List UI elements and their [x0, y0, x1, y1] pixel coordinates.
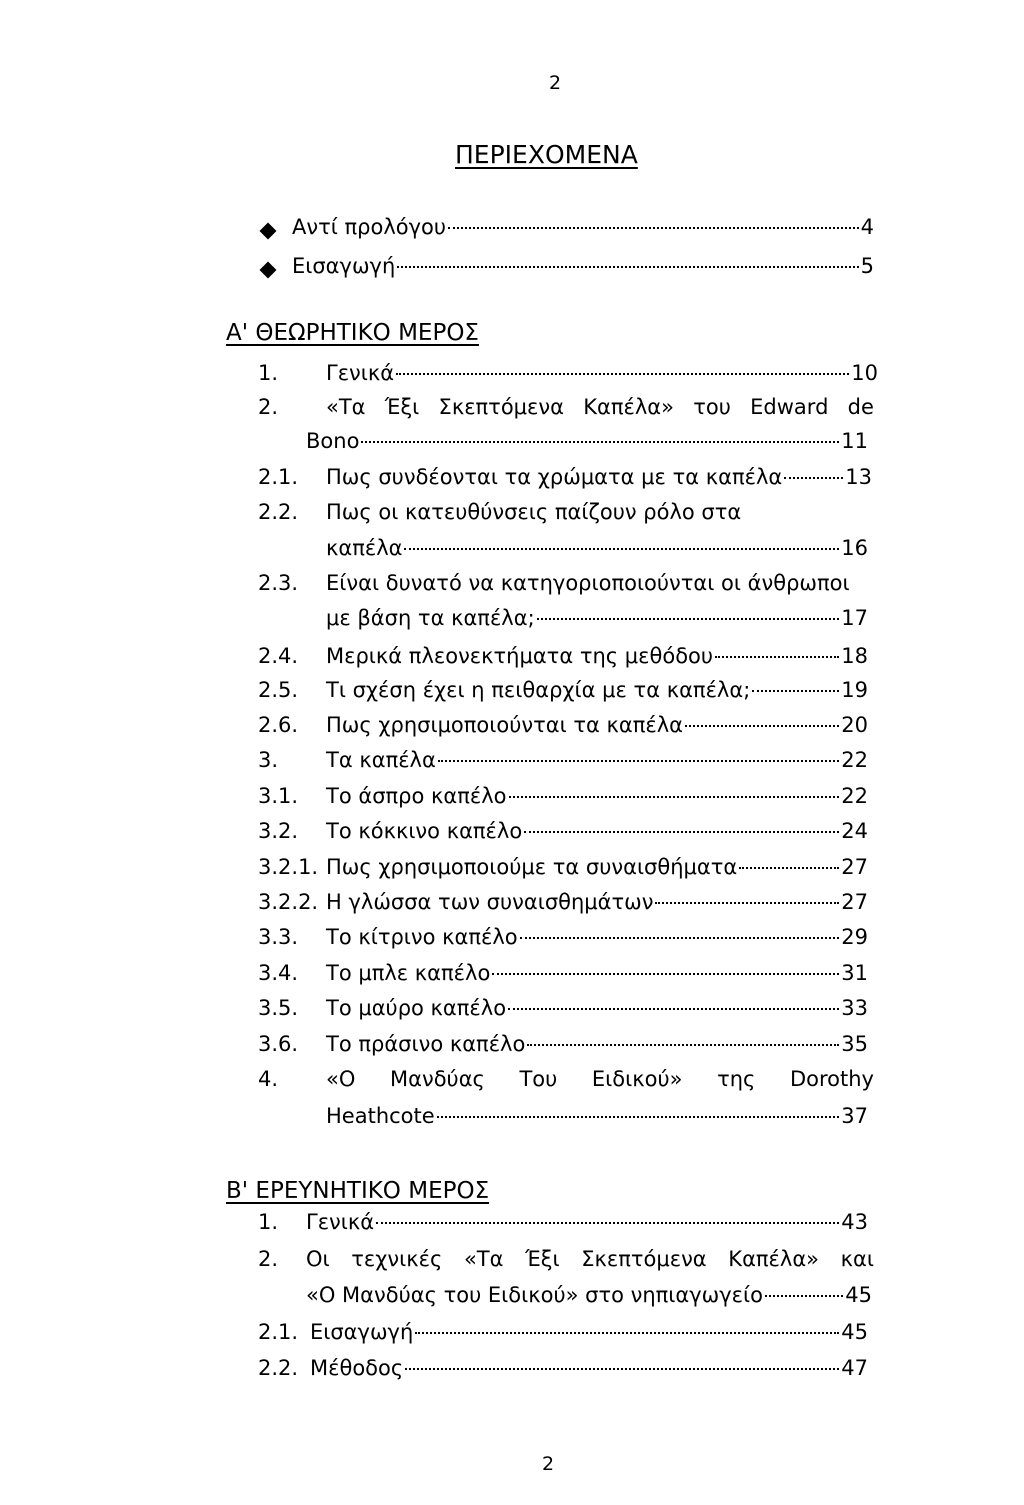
page-title: ΠΕΡΙΕΧΟΜΕΝΑ: [455, 140, 638, 169]
toc-entry-page: 17: [841, 606, 868, 630]
leader-dots: [715, 656, 839, 658]
leader-dots: [739, 867, 839, 869]
toc-entry-page: 27: [841, 855, 868, 879]
toc-entry-page: 19: [841, 678, 868, 702]
word: de: [847, 395, 874, 419]
toc-entry-intro-2[interactable]: [292, 254, 874, 278]
toc-entry-number: 3.: [258, 748, 279, 772]
page-number: 2: [548, 72, 562, 94]
leader-dots: [520, 937, 840, 939]
toc-entry-page: 18: [841, 644, 868, 668]
word: και: [840, 1247, 874, 1271]
toc-entry-page: 43: [841, 1210, 868, 1234]
toc-entry-label: Το μαύρο καπέλο: [326, 996, 507, 1020]
word: τεχνικές: [351, 1247, 443, 1271]
word: του: [693, 395, 731, 419]
toc-entry-number: 3.2.2.: [258, 890, 319, 914]
toc-entry-label: Πως χρησιμοποιούμε τα συναισθήματα: [326, 855, 738, 879]
toc-entry-label-line2: καπέλα: [326, 536, 403, 560]
toc-entry-label: Αντί προλόγου: [292, 215, 447, 239]
toc-entry-a-3-2-1[interactable]: [258, 855, 868, 879]
toc-entry-label: Η γλώσσα των συναισθημάτων: [326, 890, 654, 914]
toc-entry-label-line1: [326, 395, 874, 419]
word: «Τα: [326, 395, 366, 419]
diamond-bullet-icon: [260, 223, 277, 240]
toc-entry-number: 2.5.: [258, 678, 299, 702]
word: Σκεπτόμενα: [438, 395, 564, 419]
toc-entry-number: 4.: [258, 1067, 279, 1091]
toc-entry-page: 4: [860, 215, 874, 239]
toc-entry-page: 45: [841, 1320, 868, 1344]
word: Μανδύας: [390, 1067, 485, 1091]
toc-entry-label: Γενικά: [306, 1210, 375, 1234]
toc-entry-number: 2.4.: [258, 644, 299, 668]
word: Ειδικού»: [591, 1067, 683, 1091]
leader-dots: [405, 1368, 839, 1370]
word: «Τα: [463, 1247, 504, 1271]
leader-dots: [685, 725, 839, 727]
word: Καπέλα»: [583, 395, 674, 419]
toc-entry-number: 2.3.: [258, 571, 299, 595]
toc-entry-page: 27: [841, 890, 868, 914]
toc-entry-number: 2.: [258, 1247, 279, 1271]
toc-entry-label-line2: με βάση τα καπέλα;: [326, 606, 535, 630]
toc-entry-page: 13: [845, 465, 872, 489]
leader-dots: [655, 902, 839, 904]
toc-entry-page: 37: [841, 1104, 868, 1128]
toc-entry-a-3-2-2[interactable]: [258, 890, 868, 914]
word: Έξι: [525, 1247, 560, 1271]
toc-entry-label-line1: [326, 1067, 874, 1091]
toc-entry-page: 5: [860, 254, 874, 278]
toc-entry-number: 1.: [258, 1210, 279, 1234]
toc-entry-label: Το μπλε καπέλο: [326, 961, 491, 985]
leader-dots: [361, 441, 839, 443]
toc-entry-page: 29: [841, 925, 868, 949]
toc-entry-label: Το πράσινο καπέλο: [326, 1032, 526, 1056]
toc-entry-a-2-1[interactable]: [258, 465, 872, 489]
toc-entry-a-3-4[interactable]: [258, 961, 868, 985]
toc-entry-page: 47: [841, 1356, 868, 1380]
toc-entry-number: 1.: [258, 361, 279, 385]
toc-entry-a-1[interactable]: [258, 361, 878, 385]
toc-entry-a-2-6[interactable]: [258, 713, 868, 737]
toc-entry-page: 33: [841, 996, 868, 1020]
toc-entry-label-line2: «Ο Μανδύας του Ειδικού» στο νηπιαγωγείο: [306, 1283, 763, 1307]
leader-dots: [765, 1295, 843, 1297]
leader-dots: [527, 1044, 839, 1046]
toc-entry-label-line2: Heathcote: [326, 1104, 435, 1128]
toc-entry-a-3-3[interactable]: [258, 925, 868, 949]
toc-entry-number: 3.6.: [258, 1032, 299, 1056]
toc-entry-a-2-5[interactable]: [258, 678, 868, 702]
toc-entry-number: 2.: [258, 395, 279, 419]
toc-entry-label: Τι σχέση έχει η πειθαρχία με τα καπέλα;: [326, 678, 751, 702]
leader-dots: [492, 973, 839, 975]
leader-dots: [752, 690, 839, 692]
toc-entry-number: 3.2.1.: [258, 855, 319, 879]
leader-dots: [508, 1008, 839, 1010]
toc-entry-number: 2.2.: [258, 500, 299, 524]
section-b-heading: Β' ΕΡΕΥΝΗΤΙΚΟ ΜΕΡΟΣ: [226, 1178, 490, 1204]
leader-dots: [509, 796, 840, 798]
toc-entry-number: 2.1.: [258, 1320, 299, 1344]
toc-entry-page: 11: [841, 429, 868, 453]
toc-entry-label: Το κόκκινο καπέλο: [326, 819, 523, 843]
leader-dots: [415, 1332, 839, 1334]
word: Edward: [750, 395, 829, 419]
toc-entry-b-1[interactable]: [258, 1210, 868, 1234]
toc-entry-page: 45: [845, 1283, 872, 1307]
word: Οι: [306, 1247, 330, 1271]
word: Dorothy: [789, 1067, 874, 1091]
toc-entry-label-line1: [306, 1247, 874, 1271]
word: «Ο: [326, 1067, 356, 1091]
toc-entry-intro-1[interactable]: [292, 215, 874, 239]
toc-entry-number: 2.1.: [258, 465, 299, 489]
leader-dots: [404, 548, 839, 550]
toc-entry-a-3-2[interactable]: [258, 819, 868, 843]
toc-entry-label-line1: Πως οι κατευθύνσεις παίζουν ρόλο στα: [326, 500, 742, 524]
toc-entry-label: Πως χρησιμοποιούνται τα καπέλα: [326, 713, 684, 737]
leader-dots: [438, 760, 839, 762]
toc-entry-number: 3.1.: [258, 784, 299, 808]
toc-entry-page: 22: [841, 784, 868, 808]
word: Του: [519, 1067, 558, 1091]
toc-entry-a-3-5[interactable]: [258, 996, 868, 1020]
toc-entry-number: 3.2.: [258, 819, 299, 843]
leader-dots: [396, 373, 849, 375]
leader-dots: [537, 618, 840, 620]
word: Σκεπτόμενα: [581, 1247, 707, 1271]
toc-entry-label: Το άσπρο καπέλο: [326, 784, 507, 808]
diamond-bullet-icon: [260, 262, 277, 279]
leader-dots: [784, 477, 843, 479]
toc-entry-label: Εισαγωγή: [310, 1320, 414, 1344]
toc-entry-page: 22: [841, 748, 868, 772]
toc-entry-page: 10: [851, 361, 878, 385]
word: της: [717, 1067, 756, 1091]
leader-dots: [524, 831, 839, 833]
toc-entry-label: Γενικά: [326, 361, 395, 385]
toc-entry-a-3-1[interactable]: [258, 784, 868, 808]
toc-entry-label: Το κίτρινο καπέλο: [326, 925, 518, 949]
toc-entry-b-2-1[interactable]: [258, 1320, 868, 1344]
toc-entry-number: 2.6.: [258, 713, 299, 737]
leader-dots: [397, 266, 858, 268]
leader-dots: [437, 1116, 840, 1118]
toc-entry-label: Τα καπέλα: [326, 748, 436, 772]
word: Έξι: [384, 395, 420, 419]
toc-entry-a-2-4[interactable]: [258, 644, 868, 668]
toc-entry-a-3[interactable]: [258, 748, 868, 772]
toc-entry-number: 2.2.: [258, 1356, 299, 1380]
toc-entry-page: 24: [841, 819, 868, 843]
toc-entry-a-3-6[interactable]: [258, 1032, 868, 1056]
toc-entry-label: Πως συνδέονται τα χρώματα με τα καπέλα: [326, 465, 783, 489]
toc-entry-number: 3.5.: [258, 996, 299, 1020]
toc-entry-b-2-2[interactable]: [258, 1356, 868, 1380]
toc-entry-number: 3.4.: [258, 961, 299, 985]
toc-entry-label: Μέθοδος: [310, 1356, 404, 1380]
toc-entry-label: Μερικά πλεονεκτήματα της μεθόδου: [326, 644, 714, 668]
toc-entry-number: 3.3.: [258, 925, 299, 949]
toc-entry-page: 16: [841, 536, 868, 560]
toc-entry-label-line1: Είναι δυνατό να κατηγοριοποιούνται οι άνθρωποι: [326, 571, 850, 595]
toc-entry-page: 31: [841, 961, 868, 985]
leader-dots: [376, 1222, 839, 1224]
leader-dots: [448, 227, 859, 229]
section-a-heading: Α' ΘΕΩΡΗΤΙΚΟ ΜΕΡΟΣ: [226, 320, 479, 346]
toc-entry-page: 20: [841, 713, 868, 737]
toc-entry-page: 35: [841, 1032, 868, 1056]
footer-mark: 2: [541, 1453, 555, 1475]
toc-entry-label: Εισαγωγή: [292, 254, 396, 278]
toc-entry-label-line2: Bono: [306, 429, 360, 453]
word: Καπέλα»: [728, 1247, 820, 1271]
